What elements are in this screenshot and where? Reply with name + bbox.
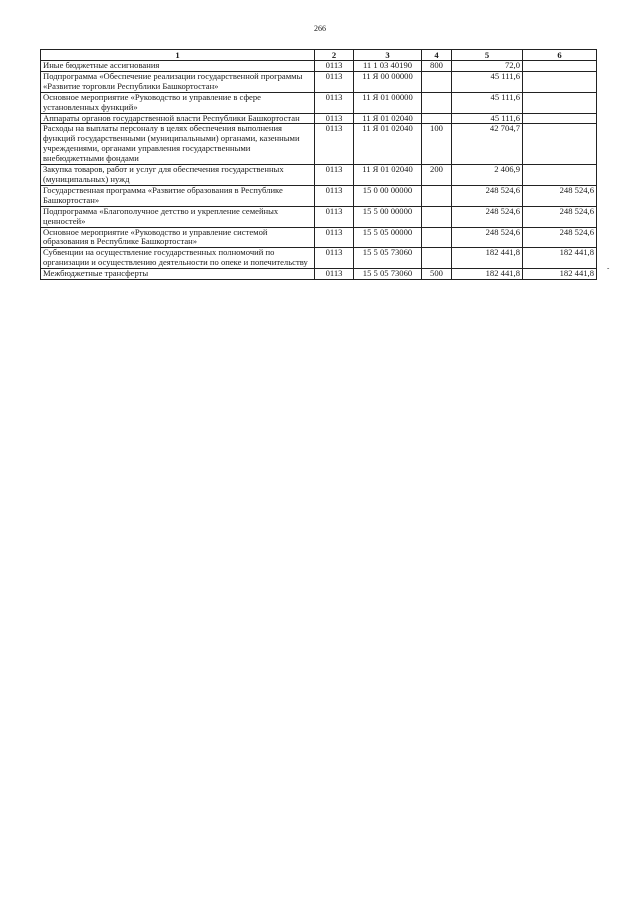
- header-col-2: 2: [315, 50, 354, 61]
- row-amount-1-cell: 45 111,6: [452, 71, 523, 92]
- table-row: [41, 71, 597, 92]
- row-target-code-cell: 11 Я 01 02040: [354, 165, 422, 186]
- row-expense-type-cell: 800: [422, 61, 452, 72]
- row-target-code-cell: 15 5 00 00000: [354, 206, 422, 227]
- row-expense-type-cell: [422, 113, 452, 124]
- row-name-cell: Иные бюджетные ассигнования: [41, 61, 315, 72]
- row-amount-2-cell: [523, 113, 597, 124]
- row-amount-1-cell: 248 524,6: [452, 206, 523, 227]
- row-section-cell: 0113: [315, 92, 354, 113]
- page-number: 266: [314, 24, 326, 33]
- row-section-cell: 0113: [315, 61, 354, 72]
- row-name-cell: Расходы на выплаты персоналу в целях обеспечения выполнения функций государственными (муниципальными) органами, казенными учреждениями, органами управления государственными внебюджетными фондами: [41, 124, 315, 165]
- row-section-cell: 0113: [315, 113, 354, 124]
- row-target-code-cell: 15 5 05 73060: [354, 269, 422, 280]
- row-expense-type-cell: [422, 227, 452, 248]
- row-amount-1-cell: 248 524,6: [452, 227, 523, 248]
- row-section-cell: 0113: [315, 269, 354, 280]
- row-name-cell: Подпрограмма «Обеспечение реализации государственной программы «Развитие торговли Республики Башкортостан»: [41, 71, 315, 92]
- row-target-code-cell: 11 Я 01 02040: [354, 113, 422, 124]
- header-row: [41, 50, 597, 61]
- row-amount-1-cell: 72,0: [452, 61, 523, 72]
- row-amount-2-cell: [523, 61, 597, 72]
- row-expense-type-cell: 100: [422, 124, 452, 165]
- row-target-code-cell: 15 5 05 00000: [354, 227, 422, 248]
- row-target-code-cell: 15 5 05 73060: [354, 248, 422, 269]
- row-name-cell: Подпрограмма «Благополучное детство и укрепление семейных ценностей»: [41, 206, 315, 227]
- table-row: [41, 124, 597, 165]
- row-expense-type-cell: 200: [422, 165, 452, 186]
- table-body: [41, 61, 597, 280]
- row-expense-type-cell: [422, 92, 452, 113]
- row-name-cell: Аппараты органов государственной власти Республики Башкортостан: [41, 113, 315, 124]
- row-expense-type-cell: 500: [422, 269, 452, 280]
- budget-table: [40, 49, 597, 280]
- row-section-cell: 0113: [315, 248, 354, 269]
- row-amount-2-cell: 248 524,6: [523, 227, 597, 248]
- row-amount-2-cell: [523, 165, 597, 186]
- table-row: [41, 269, 597, 280]
- row-name-cell: Основное мероприятие «Руководство и управление в сфере установленных функций»: [41, 92, 315, 113]
- row-section-cell: 0113: [315, 227, 354, 248]
- row-name-cell: Основное мероприятие «Руководство и управление системой образования в Республике Башкортостан»: [41, 227, 315, 248]
- row-amount-1-cell: 45 111,6: [452, 113, 523, 124]
- table-row: [41, 92, 597, 113]
- header-col-5: 5: [452, 50, 523, 61]
- row-name-cell: Межбюджетные трансферты: [41, 269, 315, 280]
- row-name-cell: Государственная программа «Развитие образования в Республике Башкортостан»: [41, 185, 315, 206]
- header-col-3: 3: [354, 50, 422, 61]
- row-target-code-cell: 15 0 00 00000: [354, 185, 422, 206]
- table-row: [41, 185, 597, 206]
- row-expense-type-cell: [422, 248, 452, 269]
- row-expense-type-cell: [422, 206, 452, 227]
- row-amount-2-cell: [523, 92, 597, 113]
- row-name-cell: Субвенции на осуществление государственных полномочий по организации и осуществлению деятельности по опеке и попечительству: [41, 248, 315, 269]
- row-section-cell: 0113: [315, 206, 354, 227]
- table-row: [41, 165, 597, 186]
- row-amount-1-cell: 248 524,6: [452, 185, 523, 206]
- table-row: [41, 61, 597, 72]
- header-col-6: 6: [523, 50, 597, 61]
- margin-mark: -: [607, 264, 610, 272]
- row-amount-1-cell: 42 704,7: [452, 124, 523, 165]
- row-amount-2-cell: [523, 124, 597, 165]
- row-amount-1-cell: 2 406,9: [452, 165, 523, 186]
- row-amount-1-cell: 182 441,8: [452, 248, 523, 269]
- header-col-1: 1: [41, 50, 315, 61]
- row-name-cell: Закупка товаров, работ и услуг для обеспечения государственных (муниципальных) нужд: [41, 165, 315, 186]
- row-target-code-cell: 11 1 03 40190: [354, 61, 422, 72]
- row-expense-type-cell: [422, 71, 452, 92]
- row-amount-2-cell: 182 441,8: [523, 269, 597, 280]
- row-amount-2-cell: [523, 71, 597, 92]
- table-row: [41, 227, 597, 248]
- row-amount-1-cell: 45 111,6: [452, 92, 523, 113]
- row-target-code-cell: 11 Я 01 00000: [354, 92, 422, 113]
- table-header: [41, 50, 597, 61]
- row-section-cell: 0113: [315, 124, 354, 165]
- row-expense-type-cell: [422, 185, 452, 206]
- row-section-cell: 0113: [315, 165, 354, 186]
- row-amount-1-cell: 182 441,8: [452, 269, 523, 280]
- row-target-code-cell: 11 Я 00 00000: [354, 71, 422, 92]
- row-amount-2-cell: 248 524,6: [523, 206, 597, 227]
- header-col-4: 4: [422, 50, 452, 61]
- row-amount-2-cell: 248 524,6: [523, 185, 597, 206]
- table-row: [41, 206, 597, 227]
- row-target-code-cell: 11 Я 01 02040: [354, 124, 422, 165]
- table-row: [41, 113, 597, 124]
- row-section-cell: 0113: [315, 185, 354, 206]
- row-section-cell: 0113: [315, 71, 354, 92]
- table-row: [41, 248, 597, 269]
- row-amount-2-cell: 182 441,8: [523, 248, 597, 269]
